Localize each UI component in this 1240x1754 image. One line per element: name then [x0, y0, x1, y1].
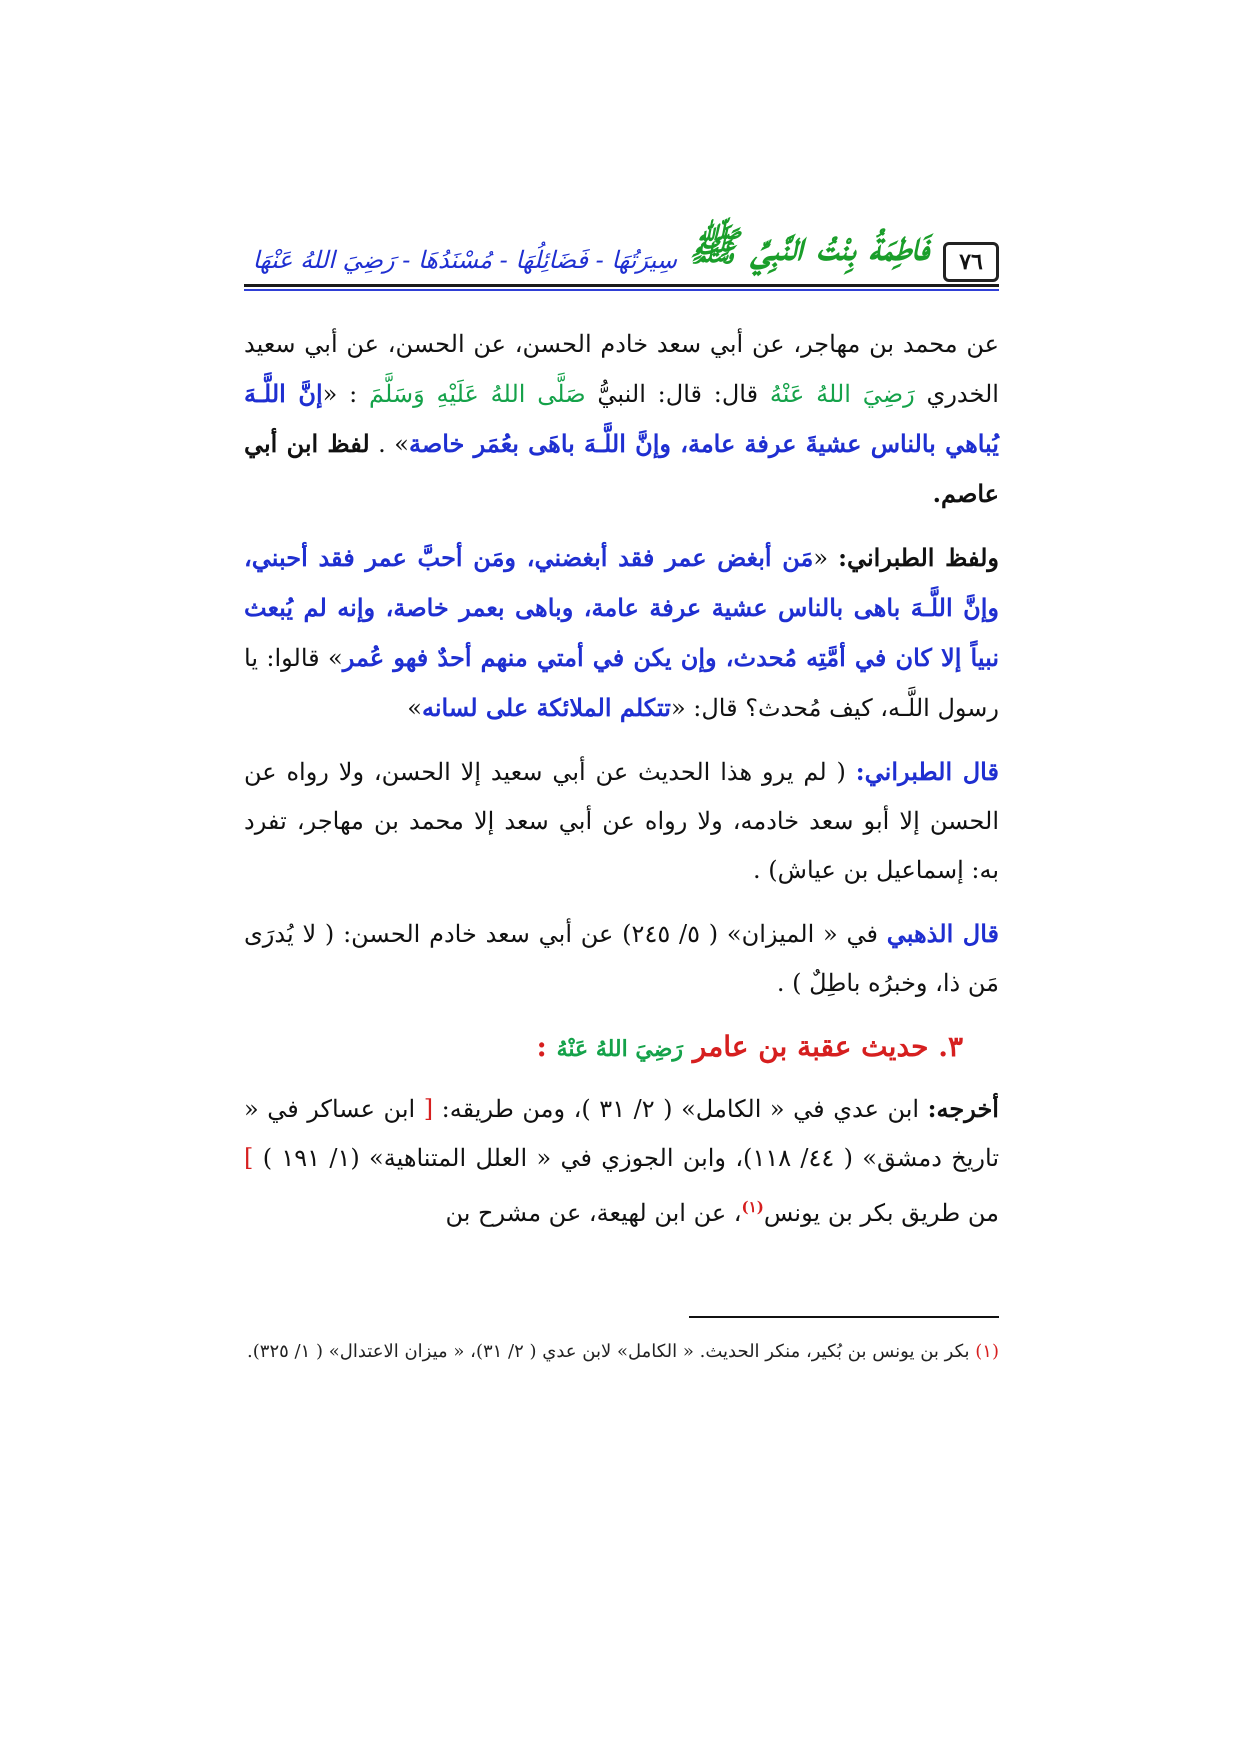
footnote-ref[interactable]: (١) [741, 1198, 764, 1216]
paragraph-1: عن محمد بن مهاجر، عن أبي سعد خادم الحسن، عن الحسن، عن أبي سعيد الخدري رَضِيَ اللهُ عَنْهُ قال: قال: النبيُّ صَلَّى اللهُ عَلَيْهِ وَسَلَّمَ : «إنَّ اللَّـهَ يُباهي بالناس عشيةَ عرفة عامة، وإنَّ اللَّـهَ باهَى بعُمَر خاصة» . لفظ ابن أبي عاصم. [244, 330, 999, 508]
hadith-quote: مَن أبغض عمر فقد أبغضني، ومَن أحبَّ عمر فقد أحبني، وإنَّ اللَّـهَ باهى بالناس عشية عرفة عامة، وباهى بعمر خاصة، وإنه لم يُبعث نبياً إلا كان في أمَّتِه مُحدث، وإن يكن في أمتي منهم أحدٌ فهو عُمر [244, 543, 1000, 672]
scholar-label: قال الطبراني: [855, 757, 999, 786]
page-number: ٧٦ [943, 242, 999, 282]
book-title-subtitle: سِيرَتُهَا - فَضَائِلُهَا - مُسْنَدُهَا - رَضِيَ اللهُ عَنْهَا [252, 246, 677, 274]
honorific: رَضِيَ اللهُ عَنْهُ [556, 1036, 684, 1062]
section-heading: ٣. حديث عقبة بن عامر رَضِيَ اللهُ عَنْهُ : [536, 1030, 963, 1063]
hadith-quote: إنَّ اللَّـهَ يُباهي بالناس عشيةَ عرفة عامة، وإنَّ اللَّـهَ باهَى بعُمَر خاصة [244, 379, 999, 458]
book-title [252, 223, 929, 280]
honorific: رَضِيَ اللهُ عَنْهُ [769, 380, 915, 408]
page-body [244, 320, 999, 1252]
takhrij-label: أخرجه: [927, 1094, 999, 1123]
paragraph-5: أخرجه: ابن عدي في « الكامل» ( ٢/ ٣١ )، ومن طريقه: [ ابن عساكر في « تاريخ دمشق» ( ٤٤/ ١١٨)، وابن الجوزي في « العلل المتناهية» (١/ ١٩١ ) ] من طريق بكر بن يونس$^{(١)}$، عن ابن لهيعة، عن مشرح بن [244, 1094, 1000, 1227]
footnote [244, 1332, 999, 1372]
honorific: صَلَّى اللهُ عَلَيْهِ وَسَلَّمَ [369, 380, 586, 408]
bracket-close: ] [244, 1144, 254, 1172]
paragraph-2: ولفظ الطبراني: «مَن أبغض عمر فقد أبغضني، ومَن أحبَّ عمر فقد أحبني، وإنَّ اللَّـهَ باهى بالناس عشية عرفة عامة، وباهى بعمر خاصة، وإنه لم يُبعث نبياً إلا كان في أمَّتِه مُحدث، وإن يكن في أمتي منهم أحدٌ فهو عُمر» قالوا: يا رسول اللَّـه، كيف مُحدث؟ قال: «تتكلم الملائكة على لسانه» [244, 543, 1000, 722]
narration-label: ولفظ الطبراني: [838, 543, 1000, 572]
book-title-main: فَاطِمَةُ بِنْتُ النَّبِيِّ ﷺ [689, 223, 929, 270]
header-divider [244, 284, 999, 287]
scholar-label: قال الذهبي [886, 919, 999, 948]
hadith-quote: تتكلم الملائكة على لسانه [421, 693, 671, 722]
paragraph-4: قال الذهبي في « الميزان» ( ٥/ ٢٤٥) عن أبي سعد خادم الحسن: ( لا يُدرَى مَن ذا، وخبرُه باطِلٌ ) . [244, 919, 999, 997]
paragraph-3: قال الطبراني: ( لم يرو هذا الحديث عن أبي سعيد إلا الحسن، ولا رواه عن الحسن إلا أبو سعد خادمه، ولا رواه عن أبي سعد إلا محمد بن مهاجر، تفرد به: إسماعيل بن عياش) . [244, 757, 999, 884]
header-divider-blue [244, 289, 999, 291]
bracket-open: [ [423, 1095, 434, 1123]
footnote-number: (١) [975, 1341, 999, 1362]
footnote-divider [689, 1316, 999, 1318]
source-note: لفظ ابن أبي عاصم. [244, 429, 999, 508]
page-header [244, 190, 999, 290]
footnote-text: بكر بن يونس بن بُكير، منكر الحديث. « الكامل» لابن عدي ( ٢/ ٣١)، « ميزان الاعتدال» ( ١/ ٣٢٥). [247, 1341, 970, 1362]
